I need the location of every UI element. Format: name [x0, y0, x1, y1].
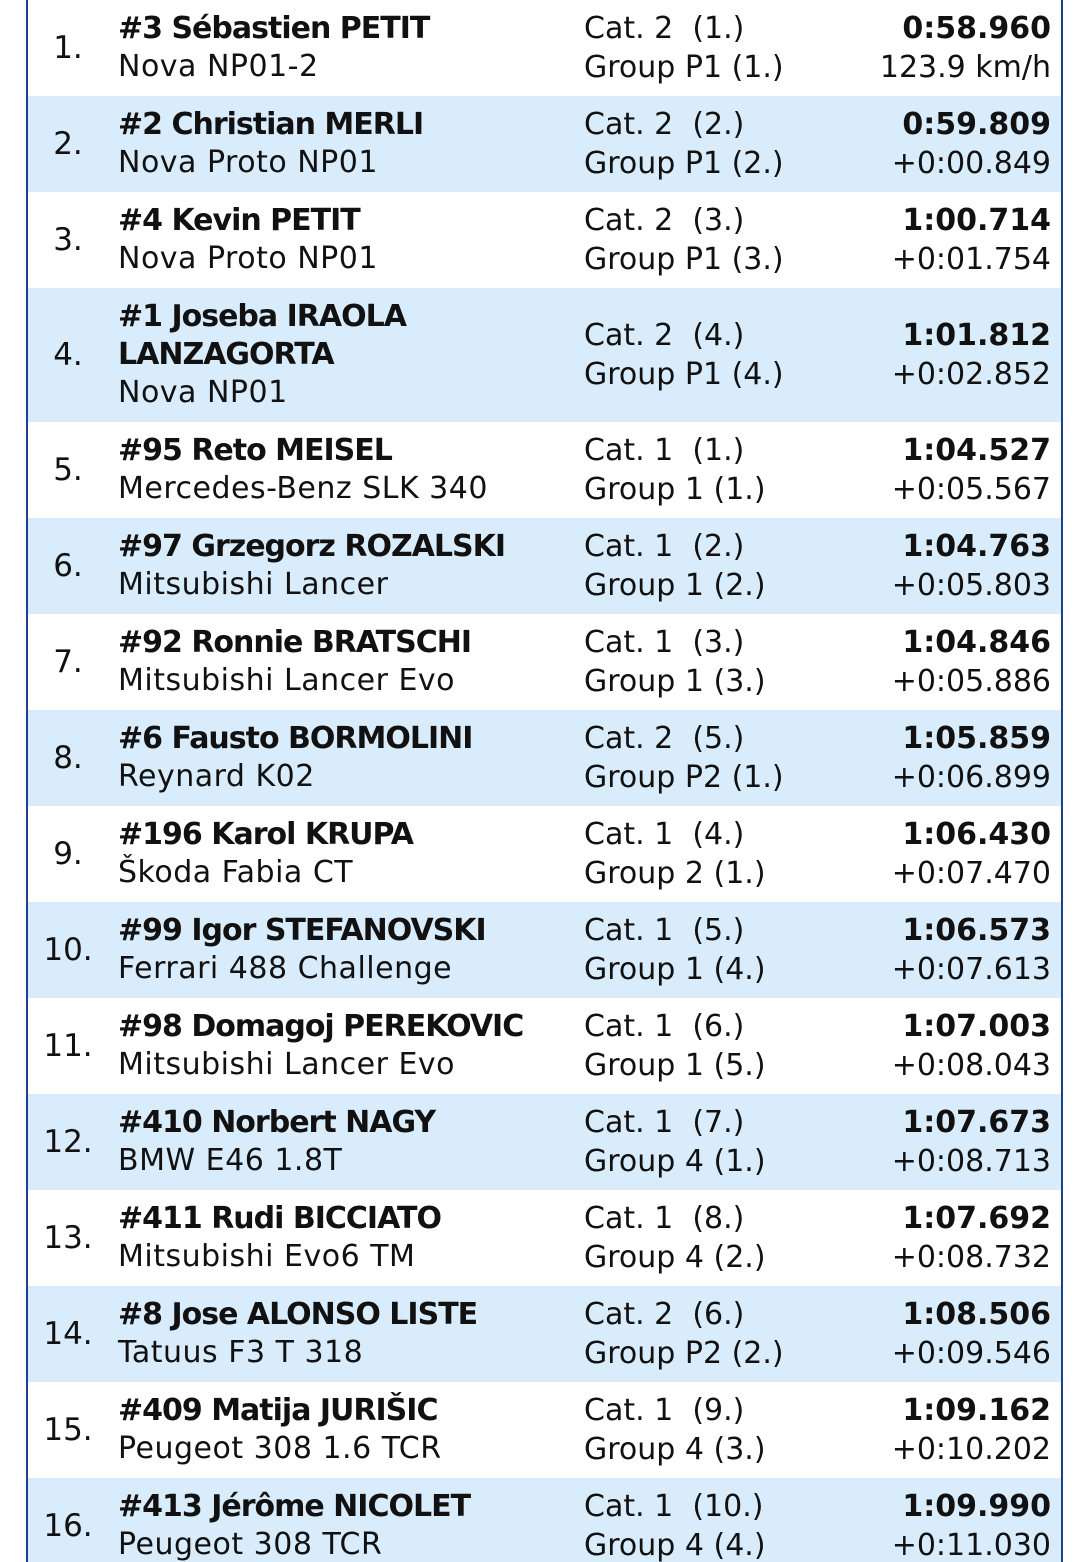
lap-time: 1:09.162 — [902, 1393, 1051, 1428]
class-cell — [584, 815, 824, 893]
group-rank: Group 1 (5.) — [584, 1048, 766, 1083]
time-gap: +0:02.852 — [891, 357, 1051, 392]
group-rank: Group 4 (2.) — [584, 1240, 766, 1275]
driver-name: #99 Igor STEFANOVSKI — [118, 913, 486, 948]
driver-cell — [118, 432, 578, 508]
driver-cell — [118, 1488, 578, 1562]
lap-time: 0:59.809 — [902, 107, 1051, 142]
driver-cell — [118, 1200, 578, 1276]
category-rank: Cat. 1 (8.) — [584, 1201, 745, 1236]
driver-cell — [118, 624, 578, 700]
car-model: Peugeot 308 TCR — [118, 1527, 383, 1562]
group-rank: Group 2 (1.) — [584, 856, 766, 891]
lap-time: 1:06.573 — [902, 913, 1051, 948]
time-sub: 123.9 km/h — [879, 50, 1051, 85]
position: 4. — [53, 337, 83, 373]
driver-name: #3 Sébastien PETIT — [118, 11, 430, 46]
time-gap: +0:05.803 — [891, 568, 1051, 603]
driver-cell — [118, 528, 578, 604]
group-rank: Group P1 (4.) — [584, 357, 784, 392]
position: 16. — [43, 1508, 93, 1544]
category-rank: Cat. 1 (3.) — [584, 625, 745, 660]
time-cell — [811, 1295, 1051, 1373]
driver-cell — [118, 1104, 578, 1180]
driver-cell — [118, 1296, 578, 1372]
position: 6. — [53, 548, 83, 584]
driver-name: #8 Jose ALONSO LISTE — [118, 1297, 478, 1332]
position: 14. — [43, 1316, 93, 1352]
result-row — [28, 614, 1061, 710]
car-model: Mitsubishi Lancer Evo — [118, 663, 456, 698]
class-cell — [584, 911, 824, 989]
driver-cell — [118, 720, 578, 796]
class-cell — [584, 623, 824, 701]
category-rank: Cat. 2 (1.) — [584, 11, 745, 46]
position: 9. — [53, 836, 83, 872]
lap-time: 1:07.003 — [902, 1009, 1051, 1044]
class-cell — [584, 1103, 824, 1181]
lap-time: 1:08.506 — [902, 1297, 1051, 1332]
car-model: Ferrari 488 Challenge — [118, 951, 453, 986]
time-gap: +0:06.899 — [891, 760, 1051, 795]
lap-time: 1:00.714 — [902, 203, 1051, 238]
position: 3. — [53, 222, 83, 258]
category-rank: Cat. 1 (7.) — [584, 1105, 745, 1140]
car-model: Škoda Fabia CT — [118, 855, 354, 890]
time-cell — [811, 1391, 1051, 1469]
time-cell — [811, 316, 1051, 394]
result-row — [28, 1094, 1061, 1190]
driver-name: #95 Reto MEISEL — [118, 433, 392, 468]
lap-time: 1:06.430 — [902, 817, 1051, 852]
position: 12. — [43, 1124, 93, 1160]
time-gap: +0:08.732 — [891, 1240, 1051, 1275]
position: 15. — [43, 1412, 93, 1448]
result-row — [28, 288, 1061, 422]
class-cell — [584, 316, 824, 394]
group-rank: Group P1 (3.) — [584, 242, 784, 277]
group-rank: Group P2 (2.) — [584, 1336, 784, 1371]
result-row — [28, 1286, 1061, 1382]
driver-name: #409 Matija JURIŠIC — [118, 1393, 438, 1428]
lap-time: 1:09.990 — [902, 1489, 1051, 1524]
position: 13. — [43, 1220, 93, 1256]
category-rank: Cat. 2 (5.) — [584, 721, 745, 756]
driver-cell — [118, 202, 578, 278]
time-cell — [811, 719, 1051, 797]
driver-cell — [118, 912, 578, 988]
class-cell — [584, 719, 824, 797]
driver-cell — [118, 106, 578, 182]
class-cell — [584, 105, 824, 183]
lap-time: 1:01.812 — [902, 318, 1051, 353]
driver-name: #1 Joseba IRAOLA LANZAGORTA — [118, 299, 406, 372]
category-rank: Cat. 2 (3.) — [584, 203, 745, 238]
result-row — [28, 710, 1061, 806]
driver-name: #2 Christian MERLI — [118, 107, 424, 142]
group-rank: Group P2 (1.) — [584, 760, 784, 795]
position: 7. — [53, 644, 83, 680]
driver-name: #6 Fausto BORMOLINI — [118, 721, 473, 756]
category-rank: Cat. 1 (1.) — [584, 433, 745, 468]
category-rank: Cat. 1 (6.) — [584, 1009, 745, 1044]
lap-time: 1:07.673 — [902, 1105, 1051, 1140]
group-rank: Group 1 (4.) — [584, 952, 766, 987]
time-cell — [811, 1007, 1051, 1085]
time-cell — [811, 1199, 1051, 1277]
time-gap: +0:05.567 — [891, 472, 1051, 507]
result-row — [28, 1478, 1061, 1562]
car-model: Nova NP01-2 — [118, 49, 319, 84]
category-rank: Cat. 2 (2.) — [584, 107, 745, 142]
position: 2. — [53, 126, 83, 162]
lap-time: 1:04.527 — [902, 433, 1051, 468]
result-row — [28, 806, 1061, 902]
position: 5. — [53, 452, 83, 488]
lap-time: 1:04.763 — [902, 529, 1051, 564]
time-cell — [811, 1487, 1051, 1562]
group-rank: Group P1 (2.) — [584, 146, 784, 181]
class-cell — [584, 1295, 824, 1373]
car-model: Mercedes-Benz SLK 340 — [118, 471, 488, 506]
lap-time: 1:07.692 — [902, 1201, 1051, 1236]
car-model: Tatuus F3 T 318 — [118, 1335, 364, 1370]
time-cell — [811, 911, 1051, 989]
driver-name: #196 Karol KRUPA — [118, 817, 413, 852]
group-rank: Group 1 (2.) — [584, 568, 766, 603]
car-model: Mitsubishi Lancer — [118, 567, 389, 602]
category-rank: Cat. 1 (10.) — [584, 1489, 764, 1524]
car-model: Mitsubishi Lancer Evo — [118, 1047, 456, 1082]
class-cell — [584, 9, 824, 87]
group-rank: Group 1 (1.) — [584, 472, 766, 507]
time-gap: +0:01.754 — [891, 242, 1051, 277]
time-gap: +0:09.546 — [891, 1336, 1051, 1371]
driver-cell — [118, 298, 418, 412]
lap-time: 1:05.859 — [902, 721, 1051, 756]
time-gap: +0:07.613 — [891, 952, 1051, 987]
result-row — [28, 0, 1061, 96]
time-cell — [811, 527, 1051, 605]
results-table — [26, 0, 1063, 1562]
car-model: Nova Proto NP01 — [118, 145, 378, 180]
car-model: Peugeot 308 1.6 TCR — [118, 1431, 442, 1466]
driver-cell — [118, 816, 578, 892]
result-row — [28, 96, 1061, 192]
driver-name: #410 Norbert NAGY — [118, 1105, 436, 1140]
class-cell — [584, 1199, 824, 1277]
class-cell — [584, 201, 824, 279]
category-rank: Cat. 1 (4.) — [584, 817, 745, 852]
group-rank: Group 1 (3.) — [584, 664, 766, 699]
car-model: Nova Proto NP01 — [118, 241, 378, 276]
car-model: Mitsubishi Evo6 TM — [118, 1239, 416, 1274]
result-row — [28, 998, 1061, 1094]
driver-name: #98 Domagoj PEREKOVIC — [118, 1009, 524, 1044]
lap-time: 0:58.960 — [902, 11, 1051, 46]
class-cell — [584, 431, 824, 509]
group-rank: Group 4 (3.) — [584, 1432, 766, 1467]
time-cell — [811, 623, 1051, 701]
car-model: Nova NP01 — [118, 375, 288, 410]
driver-cell — [118, 1392, 578, 1468]
time-cell — [811, 815, 1051, 893]
position: 11. — [43, 1028, 93, 1064]
result-row — [28, 422, 1061, 518]
driver-name: #413 Jérôme NICOLET — [118, 1489, 471, 1524]
result-row — [28, 1382, 1061, 1478]
car-model: BMW E46 1.8T — [118, 1143, 343, 1178]
driver-name: #4 Kevin PETIT — [118, 203, 360, 238]
time-gap: +0:10.202 — [891, 1432, 1051, 1467]
class-cell — [584, 1391, 824, 1469]
group-rank: Group 4 (4.) — [584, 1528, 766, 1562]
time-gap: +0:08.713 — [891, 1144, 1051, 1179]
position: 1. — [53, 30, 83, 66]
driver-name: #97 Grzegorz ROZALSKI — [118, 529, 506, 564]
driver-cell — [118, 10, 578, 86]
category-rank: Cat. 1 (5.) — [584, 913, 745, 948]
position: 8. — [53, 740, 83, 776]
category-rank: Cat. 1 (2.) — [584, 529, 745, 564]
time-gap: +0:11.030 — [891, 1528, 1051, 1562]
class-cell — [584, 527, 824, 605]
position: 10. — [43, 932, 93, 968]
group-rank: Group 4 (1.) — [584, 1144, 766, 1179]
result-row — [28, 1190, 1061, 1286]
time-gap: +0:08.043 — [891, 1048, 1051, 1083]
group-rank: Group P1 (1.) — [584, 50, 784, 85]
time-cell — [811, 201, 1051, 279]
time-cell — [811, 9, 1051, 87]
category-rank: Cat. 2 (4.) — [584, 318, 745, 353]
category-rank: Cat. 2 (6.) — [584, 1297, 745, 1332]
car-model: Reynard K02 — [118, 759, 315, 794]
class-cell — [584, 1007, 824, 1085]
class-cell — [584, 1487, 824, 1562]
result-row — [28, 192, 1061, 288]
time-gap: +0:07.470 — [891, 856, 1051, 891]
lap-time: 1:04.846 — [902, 625, 1051, 660]
driver-name: #411 Rudi BICCIATO — [118, 1201, 441, 1236]
result-row — [28, 518, 1061, 614]
time-cell — [811, 105, 1051, 183]
driver-name: #92 Ronnie BRATSCHI — [118, 625, 472, 660]
time-cell — [811, 1103, 1051, 1181]
driver-cell — [118, 1008, 578, 1084]
time-gap: +0:00.849 — [891, 146, 1051, 181]
category-rank: Cat. 1 (9.) — [584, 1393, 745, 1428]
time-cell — [811, 431, 1051, 509]
time-gap: +0:05.886 — [891, 664, 1051, 699]
result-row — [28, 902, 1061, 998]
